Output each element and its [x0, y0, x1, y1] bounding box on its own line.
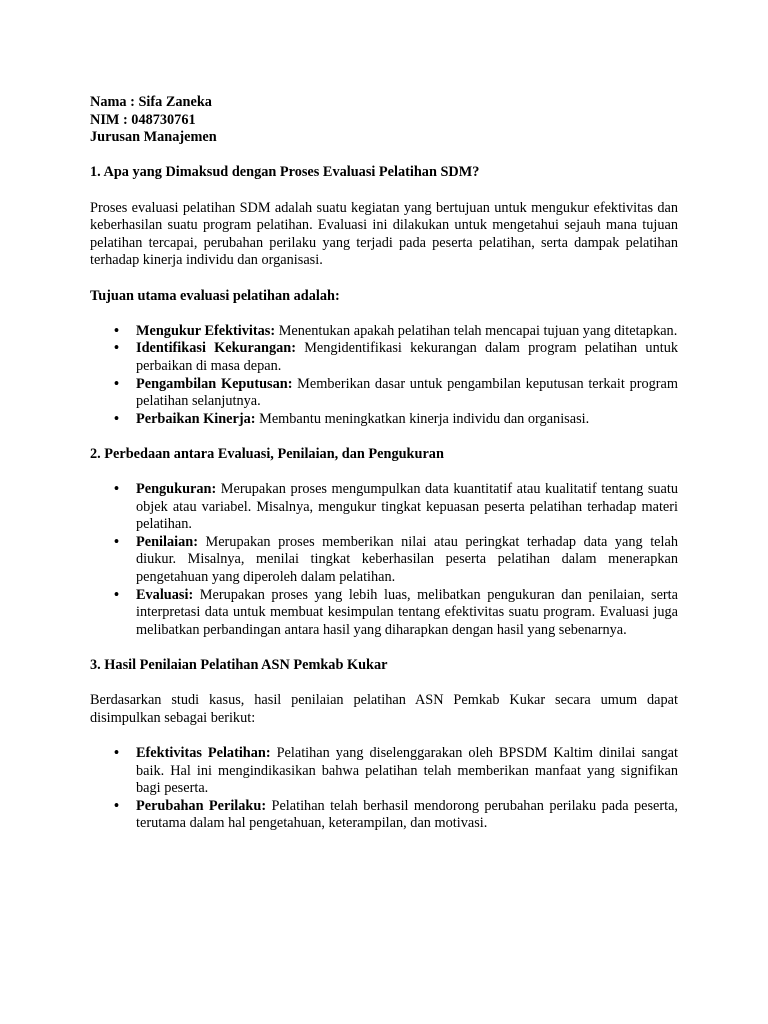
bullet-icon: •	[114, 410, 120, 427]
list-item-term: Penilaian:	[136, 533, 198, 550]
list-item-text: Pelatihan yang diselenggarakan oleh BPSDM Kaltim dinilai sangat baik. Hal ini mengindikasikan bahwa pelatihan telah memberikan manfaat yang signifikan bagi peserta.	[136, 744, 678, 797]
list-item	[114, 797, 679, 833]
bullet-icon: •	[114, 340, 120, 357]
student-major: Jurusan Manajemen	[90, 129, 217, 146]
list-item	[114, 744, 678, 798]
bullet-icon: •	[114, 586, 120, 603]
bullet-icon: •	[114, 797, 120, 814]
list-item-text: Membantu meningkatkan kinerja individu dan organisasi.	[255, 410, 590, 427]
list-item-term: Perbaikan Kinerja:	[136, 410, 256, 427]
bullet-icon: •	[114, 322, 120, 339]
section-1-paragraph: Proses evaluasi pelatihan SDM adalah suatu kegiatan yang bertujuan untuk mengukur efektivitas dan keberhasilan suatu program pelatihan. Evaluasi ini dilakukan untuk mengetahui sejauh mana tujuan pelatihan tercapai, perubahan perilaku yang terjadi pada peserta pelatihan, serta dampak pelatihan terhadap kinerja individu dan organisasi.	[90, 199, 678, 269]
bullet-icon: •	[114, 533, 120, 550]
section-1-subheading: Tujuan utama evaluasi pelatihan adalah:	[90, 287, 340, 304]
list-item-text: Merupakan proses yang lebih luas, melibatkan pengukuran dan penilaian, serta interpretasi data untuk membuat kesimpulan tentang efektivitas suatu program. Evaluasi juga melibatkan perbandingan antara hasil yang diharapkan dengan hasil yang sebenarnya.	[136, 586, 678, 638]
list-item-term: Perubahan Perilaku:	[136, 797, 267, 814]
section-2-list	[90, 481, 678, 639]
section-1-list	[90, 323, 678, 429]
list-item-text: Merupakan proses memberikan nilai atau peringkat terhadap data yang telah diukur. Misalnya, menilai tingkat keberhasilan peserta pelatihan dalam menerapkan pengetahuan yang diperoleh dalam pelatihan.	[136, 533, 678, 586]
list-item-term: Pengukuran:	[136, 481, 217, 498]
bullet-icon: •	[114, 375, 120, 392]
list-item	[114, 375, 678, 411]
list-item-term: Evaluasi:	[136, 586, 194, 603]
list-item-term: Pengambilan Keputusan:	[136, 375, 293, 392]
list-item-term: Identifikasi Kekurangan:	[136, 340, 296, 357]
list-item	[114, 410, 678, 429]
list-item-term: Efektivitas Pelatihan:	[136, 744, 271, 761]
student-name: Nama : Sifa Zaneka	[90, 94, 212, 110]
section-2-heading: 2. Perbedaan antara Evaluasi, Penilaian, dan Pengukuran	[90, 445, 444, 462]
list-item	[114, 322, 678, 341]
list-item	[114, 533, 678, 587]
bullet-icon: •	[114, 481, 120, 498]
list-item-text: Pelatihan telah berhasil mendorong perubahan perilaku pada peserta, terutama dalam hal pengetahuan, keterampilan, dan motivasi.	[136, 797, 679, 832]
section-3-list	[90, 745, 678, 833]
list-item-text: Mengidentifikasi kekurangan dalam program pelatihan untuk perbaikan di masa depan.	[136, 340, 678, 374]
list-item-term: Mengukur Efektivitas:	[136, 322, 276, 339]
student-nim: NIM : 048730761	[90, 111, 196, 128]
list-item	[114, 340, 678, 375]
list-item-text: Merupakan proses mengumpulkan data kuantitatif atau kualitatif tentang suatu objek atau variabel. Misalnya, mengukur tingkat kepuasan peserta pelatihan terhadap materi pelatihan.	[136, 481, 678, 533]
section-3-paragraph: Berdasarkan studi kasus, hasil penilaian pelatihan ASN Pemkab Kukar secara umum dapat disimpulkan sebagai berikut:	[90, 692, 678, 726]
section-1-heading: 1. Apa yang Dimaksud dengan Proses Evaluasi Pelatihan SDM?	[90, 164, 480, 181]
list-item	[114, 481, 678, 534]
list-item-text: Menentukan apakah pelatihan telah mencapai tujuan yang ditetapkan.	[275, 322, 678, 339]
section-3-heading: 3. Hasil Penilaian Pelatihan ASN Pemkab Kukar	[90, 657, 388, 673]
list-item-text: Memberikan dasar untuk pengambilan keputusan terkait program pelatihan selanjutnya.	[136, 375, 678, 410]
bullet-icon: •	[114, 744, 120, 761]
list-item	[114, 586, 678, 640]
